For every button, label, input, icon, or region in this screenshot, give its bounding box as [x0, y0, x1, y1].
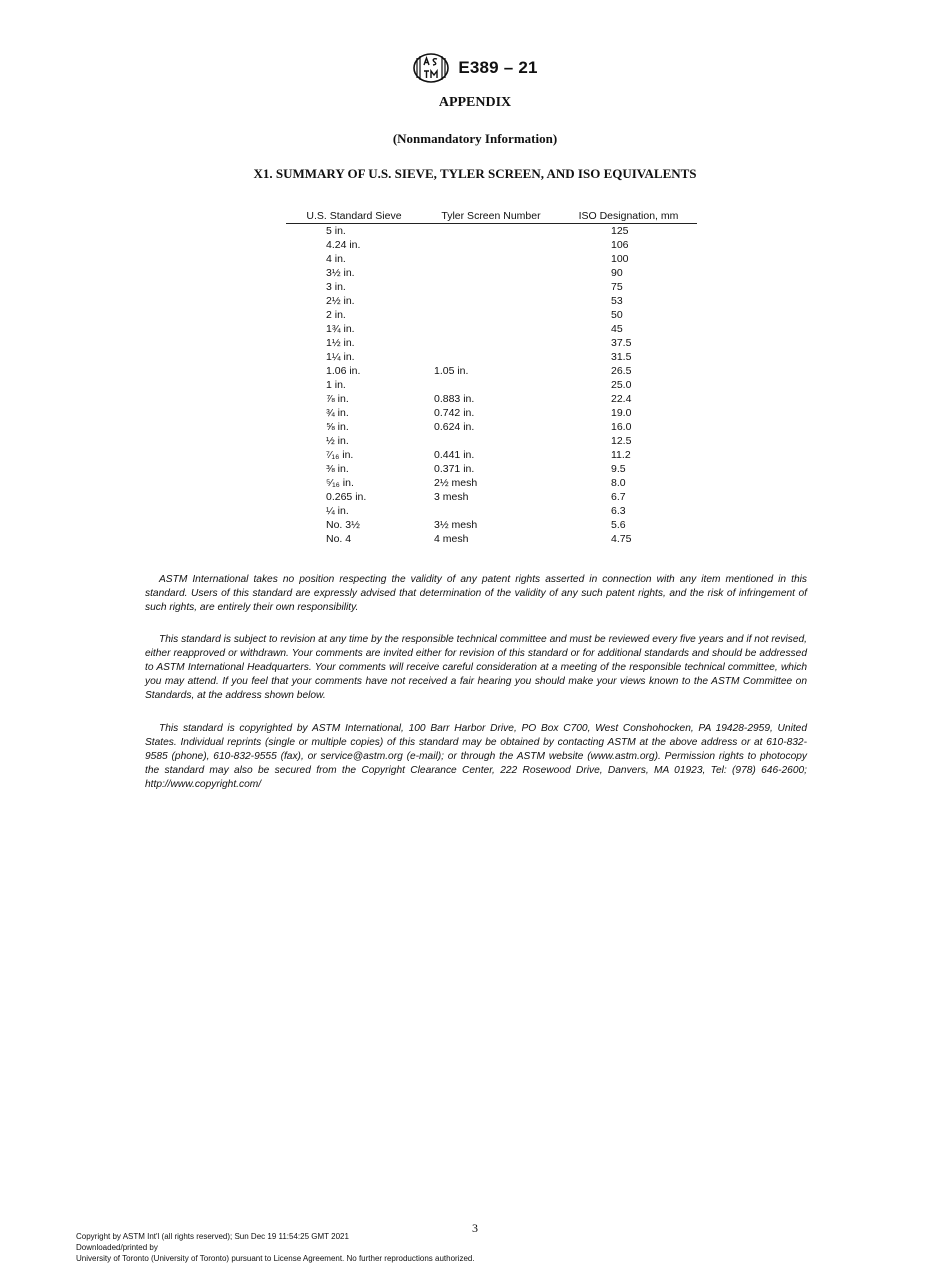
iso-cell: 11.2 — [611, 449, 631, 461]
tyler-cell — [434, 322, 611, 336]
license-footer — [76, 1231, 475, 1264]
us-sieve-cell: ⁵⁄₁₆ in. — [326, 477, 354, 489]
tyler-cell: 0.742 in. — [434, 407, 475, 419]
us-sieve-cell: 2 in. — [326, 309, 346, 321]
us-sieve-cell: ⁷⁄₁₆ in. — [326, 449, 354, 461]
table-row — [286, 518, 697, 532]
iso-cell: 6.7 — [611, 491, 626, 503]
tyler-cell: 2½ mesh — [434, 477, 478, 489]
us-sieve-cell: 4.24 in. — [326, 239, 361, 251]
revision-notice: This standard is subject to revision at any time by the responsible technical committee and must be reviewed every five years and if not revised, either reapproved or withdrawn. Your comments are invited either for revision of this standard or for additional standards and should be addressed to ASTM International Headquarters. Your comments will receive careful consideration at a meeting of the responsible technical committee, which you may attend. If you feel that your comments have not received a fair hearing you should make your views known to the ASTM Committee on Standards, at the address shown below. — [145, 634, 807, 701]
table-row — [286, 532, 697, 546]
tyler-cell — [434, 224, 611, 238]
us-sieve-cell: ¾ in. — [326, 407, 349, 419]
iso-cell: 90 — [611, 267, 623, 279]
tyler-cell — [434, 252, 611, 266]
iso-cell: 50 — [611, 309, 623, 321]
column-header-tyler: Tyler Screen Number — [441, 210, 541, 222]
tyler-cell — [434, 266, 611, 280]
table-row — [286, 350, 697, 364]
astm-logo-icon — [412, 52, 450, 84]
tyler-cell — [434, 434, 611, 448]
patent-notice: ASTM International takes no position respecting the validity of any patent rights asserted in connection with any item mentioned in this standard. Users of this standard are expressly advised that determination of the validity of any such patent rights, and the risk of infringement of such rights, are entirely their own responsibility. — [145, 574, 807, 613]
table-row — [286, 224, 697, 238]
table-row — [286, 434, 697, 448]
iso-cell: 19.0 — [611, 407, 632, 419]
tyler-cell — [434, 336, 611, 350]
iso-cell: 8.0 — [611, 477, 626, 489]
table-row — [286, 364, 697, 378]
us-sieve-cell: No. 4 — [326, 533, 352, 545]
standard-designation: E389 – 21 — [458, 58, 538, 77]
us-sieve-cell: 2½ in. — [326, 295, 355, 307]
table-row — [286, 308, 697, 322]
table-header — [286, 210, 697, 224]
iso-cell: 53 — [611, 295, 623, 307]
us-sieve-cell: No. 3½ — [326, 519, 360, 531]
iso-cell: 125 — [611, 225, 629, 237]
iso-cell: 16.0 — [611, 421, 632, 433]
table-row — [286, 322, 697, 336]
us-sieve-cell: ⅜ in. — [326, 463, 349, 475]
tyler-cell — [434, 378, 611, 392]
tyler-cell — [434, 294, 611, 308]
us-sieve-cell: 3½ in. — [326, 267, 355, 279]
iso-cell: 6.3 — [611, 505, 626, 517]
table-row — [286, 504, 697, 518]
iso-cell: 26.5 — [611, 365, 632, 377]
column-header-iso: ISO Designation, mm — [578, 210, 679, 222]
iso-cell: 100 — [611, 253, 629, 265]
table-row — [286, 336, 697, 350]
us-sieve-cell: 1¾ in. — [326, 323, 355, 335]
tyler-cell — [434, 238, 611, 252]
us-sieve-cell: 3 in. — [326, 281, 346, 293]
footer-line-downloaded: Downloaded/printed by — [76, 1243, 158, 1252]
us-sieve-cell: 1 in. — [326, 379, 346, 391]
tyler-cell — [434, 350, 611, 364]
table-row — [286, 462, 697, 476]
tyler-cell — [434, 280, 611, 294]
table-row — [286, 490, 697, 504]
table-row — [286, 252, 697, 266]
tyler-cell: 0.441 in. — [434, 449, 475, 461]
table-row — [286, 448, 697, 462]
iso-cell: 31.5 — [611, 351, 632, 363]
footer-line-copyright: Copyright by ASTM Int'l (all rights reserved); Sun Dec 19 11:54:25 GMT 2021 — [76, 1232, 349, 1241]
iso-cell: 4.75 — [611, 533, 632, 545]
us-sieve-cell: 4 in. — [326, 253, 346, 265]
column-header-us-sieve: U.S. Standard Sieve — [306, 210, 402, 222]
us-sieve-cell: 1½ in. — [326, 337, 355, 349]
tyler-cell: 0.371 in. — [434, 463, 475, 475]
tyler-cell — [434, 308, 611, 322]
table-row — [286, 476, 697, 490]
footer-line-license: University of Toronto (University of Toronto) pursuant to License Agreement. No further reproductions authorized. — [76, 1254, 475, 1263]
equivalents-table — [286, 210, 697, 546]
table-row — [286, 238, 697, 252]
table-row — [286, 392, 697, 406]
appendix-title: APPENDIX — [438, 95, 512, 110]
table-body — [286, 224, 697, 546]
iso-cell: 5.6 — [611, 519, 626, 531]
tyler-cell: 3 mesh — [434, 491, 469, 503]
iso-cell: 45 — [611, 323, 623, 335]
page-number: 3 — [472, 1221, 478, 1235]
tyler-cell: 1.05 in. — [434, 365, 469, 377]
us-sieve-cell: 1¼ in. — [326, 351, 355, 363]
table-row — [286, 420, 697, 434]
table-row — [286, 406, 697, 420]
table-row — [286, 266, 697, 280]
iso-cell: 106 — [611, 239, 629, 251]
us-sieve-cell: 1.06 in. — [326, 365, 361, 377]
iso-cell: 12.5 — [611, 435, 632, 447]
us-sieve-cell: 5 in. — [326, 225, 346, 237]
us-sieve-cell: ⅝ in. — [326, 421, 349, 433]
copyright-notice: This standard is copyrighted by ASTM International, 100 Barr Harbor Drive, PO Box C700, West Conshohocken, PA 19428-2959, United States. Individual reprints (single or multiple copies) of this standard may be obtained by contacting ASTM at the above address or at 610-832-9585 (phone), 610-832-9555 (fax), or service@astm.org (e-mail); or through the ASTM website (www.astm.org). Permission rights to photocopy the standard may also be secured from the Copyright Clearance Center, 222 Rosewood Drive, Danvers, MA 01923, Tel: (978) 646-2600; http://www.copyright.com/ — [145, 723, 807, 790]
tyler-cell: 4 mesh — [434, 533, 469, 545]
iso-cell: 75 — [611, 281, 623, 293]
iso-cell: 22.4 — [611, 393, 632, 405]
iso-cell: 37.5 — [611, 337, 632, 349]
tyler-cell — [434, 504, 611, 518]
tyler-cell: 0.624 in. — [434, 421, 475, 433]
section-title: X1. SUMMARY OF U.S. SIEVE, TYLER SCREEN, AND ISO EQUIVALENTS — [253, 166, 697, 181]
us-sieve-cell: 0.265 in. — [326, 491, 367, 503]
table-row — [286, 378, 697, 392]
us-sieve-cell: ⅞ in. — [326, 393, 349, 405]
iso-cell: 25.0 — [611, 379, 632, 391]
document-header — [0, 52, 950, 84]
table-row — [286, 294, 697, 308]
us-sieve-cell: ¼ in. — [326, 505, 349, 517]
nonmandatory-label: (Nonmandatory Information) — [392, 131, 558, 146]
tyler-cell: 0.883 in. — [434, 393, 475, 405]
table-row — [286, 280, 697, 294]
us-sieve-cell: ½ in. — [326, 435, 349, 447]
iso-cell: 9.5 — [611, 463, 626, 475]
tyler-cell: 3½ mesh — [434, 519, 478, 531]
